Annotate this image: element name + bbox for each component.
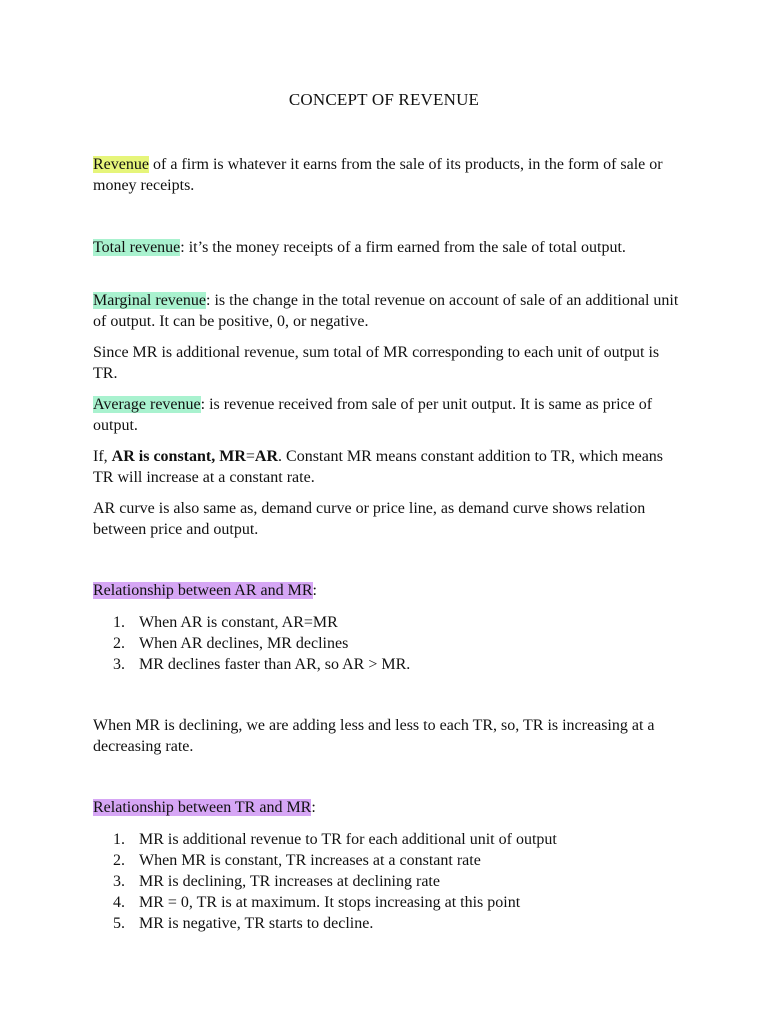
list-item — [93, 913, 683, 934]
page-title: CONCEPT OF REVENUE — [288, 90, 480, 109]
ar-constant-bold: AR is constant, MR — [111, 448, 246, 465]
marginal-revenue-paragraph — [93, 290, 683, 332]
list-item — [93, 829, 683, 850]
ar-mr-heading — [93, 580, 683, 601]
list-item-text: MR is negative, TR starts to decline. — [139, 915, 374, 932]
total-revenue-text: : it’s the money receipts of a firm earned from the sale of total output. — [180, 239, 626, 256]
list-number: 3. — [113, 656, 125, 673]
ar-mr-list — [93, 612, 683, 675]
ar-bold: AR — [254, 448, 279, 465]
revenue-text: of a firm is whatever it earns from the sale of its products, in the form of sale or money receipts. — [93, 156, 663, 194]
average-revenue-text: : is revenue received from sale of per unit output. It is same as price of output. — [93, 396, 653, 434]
tr-mr-heading-text: Relationship between TR and MR — [93, 799, 312, 816]
revenue-paragraph — [93, 154, 683, 196]
list-item — [93, 633, 683, 654]
list-item-text: MR = 0, TR is at maximum. It stops increasing at this point — [139, 894, 521, 911]
marginal-revenue-term: Marginal revenue — [93, 292, 206, 309]
list-number: 5. — [113, 915, 125, 932]
total-revenue-paragraph — [93, 237, 683, 258]
list-item-text: When MR is constant, TR increases at a constant rate — [139, 852, 481, 869]
ar-mr-heading-text: Relationship between AR and MR — [93, 582, 313, 599]
list-number: 2. — [113, 852, 125, 869]
tr-mr-heading-colon: : — [311, 799, 316, 816]
list-item-text: MR is declining, TR increases at declining rate — [139, 873, 440, 890]
average-revenue-paragraph — [93, 394, 683, 436]
tr-mr-list — [93, 829, 683, 934]
list-number: 2. — [113, 635, 125, 652]
list-item — [93, 892, 683, 913]
list-item-text: MR is additional revenue to TR for each additional unit of output — [139, 831, 557, 848]
mr-sum-paragraph: Since MR is additional revenue, sum total of MR corresponding to each unit of output is TR. — [93, 344, 660, 382]
list-number: 1. — [113, 614, 125, 631]
list-number: 1. — [113, 831, 125, 848]
list-number: 3. — [113, 873, 125, 890]
list-item — [93, 850, 683, 871]
list-item — [93, 654, 683, 675]
ar-constant-text: . Constant MR means constant addition to TR, which means TR will increase at a constant rate. — [93, 448, 664, 486]
list-number: 4. — [113, 894, 125, 911]
list-item — [93, 871, 683, 892]
tr-mr-heading — [93, 797, 683, 818]
ar-mr-heading-colon: : — [312, 582, 317, 599]
total-revenue-term: Total revenue — [93, 239, 181, 256]
list-item-text: When AR is constant, AR=MR — [139, 614, 338, 631]
mr-declining-paragraph: When MR is declining, we are adding less and less to each TR, so, TR is increasing at a decreasing rate. — [93, 717, 655, 755]
if-lead: If, — [93, 448, 112, 465]
list-item-text: MR declines faster than AR, so AR > MR. — [139, 656, 411, 673]
average-revenue-term: Average revenue — [93, 396, 201, 413]
ar-constant-paragraph — [93, 446, 683, 488]
revenue-term: Revenue — [93, 156, 149, 173]
equals-sign: = — [245, 448, 255, 465]
list-item — [93, 612, 683, 633]
ar-curve-paragraph: AR curve is also same as, demand curve or price line, as demand curve shows relation between price and output. — [93, 500, 646, 538]
marginal-revenue-text: : is the change in the total revenue on account of sale of an additional unit of output. It can be positive, 0, or negative. — [93, 292, 679, 330]
list-item-text: When AR declines, MR declines — [139, 635, 349, 652]
